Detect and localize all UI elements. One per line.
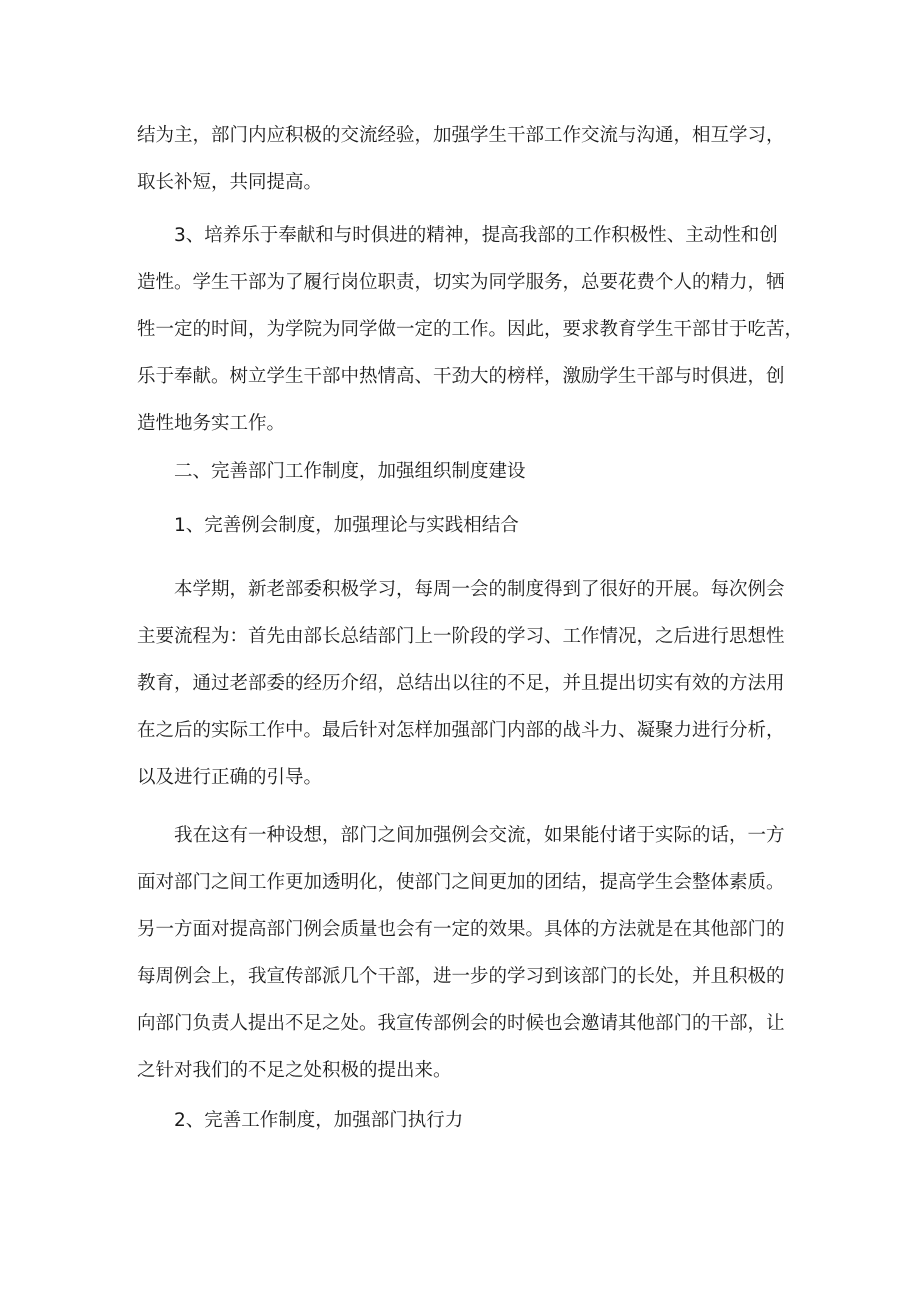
text-line: 每周例会上，我宣传部派几个干部，进一步的学习到该部门的长处，并且积极的	[137, 966, 785, 987]
text-line: 取长补短，共同提高。	[137, 172, 323, 193]
text-line: 2、完善工作制度，加强部门执行力	[174, 1110, 464, 1131]
text-line: 教育，通过老部委的经历介绍，总结出以往的不足，并且提出切实有效的方法用	[137, 673, 785, 694]
text-line: 造性。学生干部为了履行岗位职责，切实为同学服务，总要花费个人的精力，牺	[137, 272, 785, 293]
text-line: 结为主，部门内应积极的交流经验，加强学生干部工作交流与沟通，相互学习，	[137, 125, 785, 146]
text-line: 在之后的实际工作中。最后针对怎样加强部门内部的战斗力、凝聚力进行分析，	[137, 720, 785, 741]
text-line: 另一方面对提高部门例会质量也会有一定的效果。具体的方法就是在其他部门的	[137, 919, 785, 940]
text-line: 面对部门之间工作更加透明化，使部门之间更加的团结，提高学生会整体素质。	[137, 872, 785, 893]
text-line: 3、培养乐于奉献和与时俱进的精神，提高我部的工作积极性、主动性和创	[174, 225, 778, 246]
paragraph-continued	[137, 112, 797, 206]
paragraph-idea	[137, 812, 797, 1094]
section-heading-2	[137, 448, 797, 495]
text-line: 我在这有一种设想，部门之间加强例会交流，如果能付诸于实际的话，一方	[174, 825, 785, 846]
text-line: 之针对我们的不足之处积极的提出来。	[137, 1060, 452, 1081]
text-line: 向部门负责人提出不足之处。我宣传部例会的时候也会邀请其他部门的干部，让	[137, 1013, 785, 1034]
subheading-1	[137, 502, 797, 549]
text-line: 乐于奉献。树立学生干部中热情高、干劲大的榜样，激励学生干部与时俱进，创	[137, 366, 785, 387]
subheading-2	[137, 1097, 797, 1144]
text-line: 造性地务实工作。	[137, 413, 286, 434]
text-line: 1、完善例会制度，加强理论与实践相结合	[174, 515, 519, 536]
text-line: 牲一定的时间，为学院为同学做一定的工作。因此，要求教育学生干部甘于吃苦，	[137, 319, 804, 340]
paragraph-item-3	[137, 212, 804, 447]
paragraph-meeting	[137, 566, 797, 801]
text-line: 以及进行正确的引导。	[137, 767, 323, 788]
text-line: 本学期，新老部委积极学习，每周一会的制度得到了很好的开展。每次例会	[174, 579, 785, 600]
text-line: 二、完善部门工作制度，加强组织制度建设	[174, 461, 526, 482]
text-line: 主要流程为：首先由部长总结部门上一阶段的学习、工作情况，之后进行思想性	[137, 626, 785, 647]
